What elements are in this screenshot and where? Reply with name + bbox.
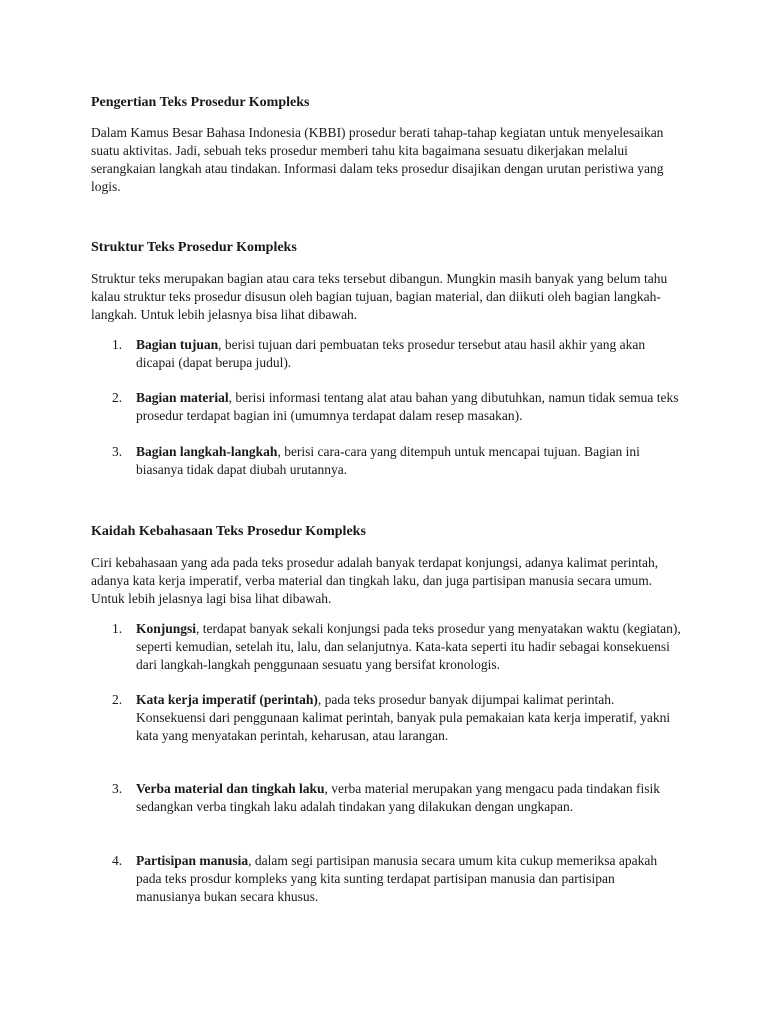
list-desc: , berisi tujuan dari pembuatan teks prosedur tersebut atau hasil akhir yang akan dicapai (dapat berupa judul).	[136, 337, 646, 370]
list-text	[136, 691, 681, 745]
list-desc: , verba material merupakan yang mengacu pada tindakan fisik sedangkan verba tingkah laku adalah tindakan yang dilakukan dengan ungkapan.	[136, 781, 661, 814]
list-number: 2.	[112, 390, 123, 405]
paragraph-pengertian: Dalam Kamus Besar Bahasa Indonesia (KBBI) prosedur berati tahap-tahap kegiatan untuk menyelesaikan suatu aktivitas. Jadi, sebuah teks prosedur memberi tahu kita bagaimana sesuatu dikerjakan melalui serangkaian langkah atau tindakan. Informasi dalam teks prosedur disajikan dengan urutan peristiwa yang logis.	[91, 125, 664, 194]
list-desc: , terdapat banyak sekali konjungsi pada teks prosedur yang menyatakan waktu (kegiatan), seperti kemudian, setelah itu, lalu, dan selanjutnya. Kata-kata seperti itu hadir sebagai konsekuensi dari langkah-langkah penggunaan sesuatu yang bersifat kronologis.	[136, 621, 681, 672]
list-number: 4.	[112, 853, 123, 868]
list-number: 3.	[112, 444, 123, 459]
list-number: 2.	[112, 692, 123, 707]
list-number: 3.	[112, 781, 123, 796]
paragraph-struktur: Struktur teks merupakan bagian atau cara teks tersebut dibangun. Mungkin masih banyak yang belum tahu kalau struktur teks prosedur disusun oleh bagian tujuan, bagian material, dan diikuti oleh bagian langkah-langkah. Untuk lebih jelasnya bisa lihat dibawah.	[91, 271, 668, 322]
list-term: Konjungsi	[136, 621, 197, 636]
list-term: Bagian tujuan	[136, 337, 219, 352]
paragraph-kaidah: Ciri kebahasaan yang ada pada teks prosedur adalah banyak terdapat konjungsi, adanya kalimat perintah, adanya kata kerja imperatif, verba material dan tingkah laku, dan juga partisipan manusia secara umum. Untuk lebih jelasnya lagi bisa lihat dibawah.	[91, 555, 659, 606]
list-desc: , dalam segi partisipan manusia secara umum kita cukup memeriksa apakah pada teks prosdur kompleks yang kita sunting terdapat partisipan manusia dan partisipan manusianya bukan secara khusus.	[136, 853, 658, 904]
list-desc: , berisi informasi tentang alat atau bahan yang dibutuhkan, namun tidak semua teks prosedur terdapat bagian ini (umumnya terdapat dalam resep masakan).	[136, 390, 679, 423]
list-text	[136, 780, 681, 816]
heading-struktur: Struktur Teks Prosedur Kompleks	[91, 240, 297, 255]
list-text	[136, 336, 681, 372]
heading-pengertian: Pengertian Teks Prosedur Kompleks	[91, 95, 310, 110]
list-text	[136, 443, 681, 479]
list-desc: , berisi cara-cara yang ditempuh untuk mencapai tujuan. Bagian ini biasanya tidak dapat diubah urutannya.	[136, 444, 640, 477]
list-term: Verba material dan tingkah laku	[136, 781, 325, 796]
list-text	[136, 389, 681, 425]
list-term: Bagian langkah-langkah	[136, 444, 278, 459]
list-term: Bagian material	[136, 390, 229, 405]
list-text	[136, 852, 681, 906]
heading-kaidah: Kaidah Kebahasaan Teks Prosedur Kompleks	[91, 524, 366, 539]
list-number: 1.	[112, 621, 123, 636]
list-number: 1.	[112, 337, 123, 352]
list-term: Kata kerja imperatif (perintah)	[136, 692, 318, 707]
list-desc: , pada teks prosedur banyak dijumpai kalimat perintah. Konsekuensi dari penggunaan kalimat perintah, banyak pula pemakaian kata kerja imperatif, yakni kata yang menyatakan perintah, keharusan, atau larangan.	[136, 692, 671, 743]
list-text	[136, 620, 681, 674]
list-term: Partisipan manusia	[136, 853, 249, 868]
